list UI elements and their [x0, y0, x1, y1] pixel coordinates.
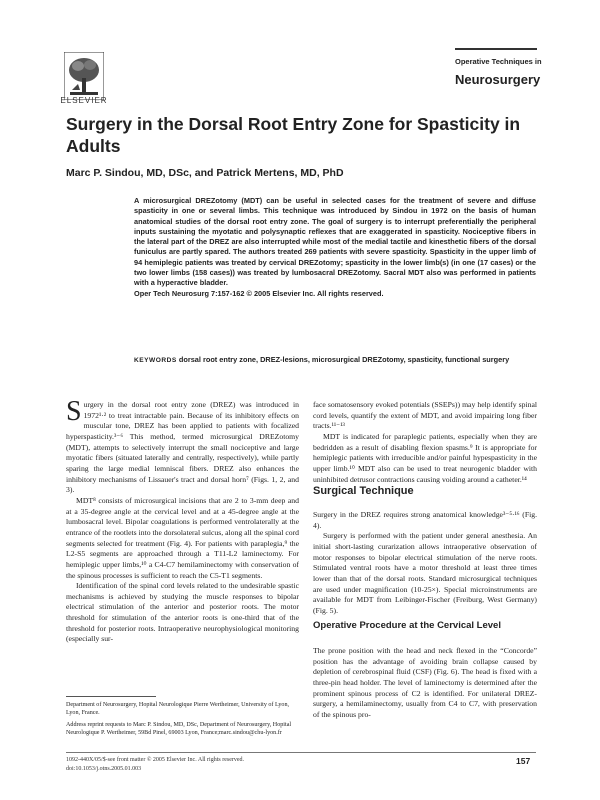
page-number: 157 — [516, 756, 531, 766]
right-column-middle — [313, 510, 537, 617]
abstract-citation: Oper Tech Neurosurg 7:157-162 © 2005 Elsevier Inc. All rights reserved. — [134, 288, 384, 298]
paragraph: Surgery in the DREZ requires strong anatomical knowledge³⁻⁵·¹⁶ (Fig. 4). — [313, 510, 537, 530]
paragraph: Surgery is performed with the patient under general anesthesia. An initial short-lasting curarization allows intraoperative observation of motor responses to bipolar electrical stimulation of the nerve roots. Stimulated ventral roots have a motor threshold at least three times lower than that of the dorsal roots. Standard microsurgical techniques are used under magnification (10-25×). Special microinstruments are available for MDT from Leibinger-Fischer (Freiburg, West Germany) (Fig. 5). — [313, 531, 537, 615]
paragraph: face somatosensory evoked potentials (SSEPs)) may help identify spinal cord levels, quantify the extent of MDT, and avoid impairing long fiber tracts.¹¹⁻¹³ — [313, 400, 537, 431]
paragraph: MDT is indicated for paraplegic patients, especially when they are bedridden as a result of disabling flexion spasms.⁹ It is appropriate for hemiplegic patients with irreducible and/or painful hypespasticity in the upper limb.¹⁰ MDT also can be used to treat neurogenic bladder with uninhibited detrusor contractions causing voiding around a catheter.¹⁴ — [313, 431, 537, 484]
header-rule — [455, 48, 537, 50]
paragraph-text: urgery in the dorsal root entry zone (DREZ) was introduced in 1972¹·² to treat intractable pain. Because of its inhibitory effects on muscular tone, DREZ has been applied to patients with focalized hyperspasticity.³⁻⁶ This method, termed microsurgical DREZotomy (MDT), attempts to selectively interrupt the small nociceptive and large myotatic fibers (situated laterally and centrally, respectively), while partly sparing the large medial lemniscal fibers. DREZ also enhances the inhibitory mechanisms of Lissauer's tract and dorsal horn⁷ (Figs. 1, 2, and 3). — [66, 400, 299, 495]
affiliation-note: Department of Neurosurgery, Hopital Neurologique Pierre Wertheimer, University of Lyon, Lyon, France. — [66, 702, 290, 717]
journal-title: Neurosurgery — [455, 72, 541, 87]
article-authors: Marc P. Sindou, MD, DSc, and Patrick Mertens, MD, PhD — [66, 167, 344, 179]
keywords — [134, 355, 536, 366]
footer-rule — [66, 752, 536, 753]
footnote-rule — [66, 696, 156, 697]
article-title: Surgery in the Dorsal Root Entry Zone for Spasticity in Adults — [66, 114, 521, 156]
right-column-top — [313, 400, 537, 485]
footer-info — [66, 756, 244, 773]
paragraph: MDT⁸ consists of microsurgical incisions that are 2 to 3-mm deep and at a 35-degree angle at the cervical level and at a 45-degree angle at the lumbosacral level. Bipolar coagulations is performed ventrolaterally at the entrance of the rootlets into the dorsolateral sulcus, along all the spinal cord segments selected for treatment (Fig. 4). For patients with paraplegia,⁹ the L2-S5 segments are approached through a T11-L2 laminectomy. For hemiplegic upper limbs,¹⁰ a C4-C7 hemilaminectomy with conservation of the spinous processes is sufficient to reach the C5-T1 segments. — [66, 495, 299, 580]
doi-line: doi:10.1053/j.otns.2005.01.003 — [66, 765, 142, 772]
paragraph — [66, 396, 299, 496]
journal-subtitle: Operative Techniques in — [455, 57, 542, 66]
publisher-name: ELSEVIER — [60, 96, 108, 105]
abstract — [134, 196, 536, 299]
elsevier-tree-logo — [64, 52, 104, 100]
reprint-note: Address reprint requests to Marc P. Sindou, MD, DSc, Department of Neurosurgery, Hopital Neurologique P. Wertheimer, 59Bd Pinel, 69003 Lyon, France;marc.sindou@chu-lyon.fr — [66, 721, 292, 736]
abstract-text: A microsurgical DREZotomy (MDT) can be useful in selected cases for the treatment of severe and diffuse spasticity in one or several limbs. This technique was introduced by Sindou in 1972 on the basis of human anatomical studies of the dorsal root entry zone. The goal of surgery is to interrupt preferentially the peripheral inputs sustaining the myotatic and polysynaptic reflexes that are exaggerated in spasticity. Nociceptive fibers in the lateral part of the DREZ are also interrupted while most of the medial tactile and kinesthetic fibers of the dorsal funiculus are partly spared. The authors treated 269 patients with severe spasticity. Spasticity in the upper limb of 94 hemiplegic patients was treated by cervical DREZotomy; spasticity in the lower limb(s) (in one (17 cases) or the two lower limbs (158 cases)) was treated by lumbosacral DREZotomy. Sacral MDT also was performed in patients with a hyperactive bladder. — [134, 196, 536, 288]
footnotes — [66, 701, 299, 740]
keywords-label: KEYWORDS — [134, 357, 177, 364]
paragraph: Identification of the spinal cord levels related to the undesirable spastic mechanisms is achieved by studying the muscle responses to bipolar electrical stimulation of the anterior and posterior roots. The motor threshold for stimulation of the anterior roots is one-third that of the threshold for posterior roots. Intraoperative neurophysiological monitoring (especially sur- — [66, 581, 299, 644]
right-column-bottom — [313, 646, 537, 721]
left-column — [66, 396, 299, 645]
section-heading: Surgical Technique — [313, 485, 414, 497]
keywords-list: dorsal root entry zone, DREZ-lesions, microsurgical DREZotomy, spasticity, functional surgery — [178, 355, 510, 364]
drop-cap: S — [66, 396, 82, 427]
paragraph: The prone position with the head and neck flexed in the “Concorde” position has the advantage of avoiding brain collapse caused by depletion of cerebrospinal fluid (CSF) (Fig. 6). The head is fixed with a three-pin head holder. The level of laminectomy is determined after the prominent spinous process of C2 is identified. For unilateral DREZ-surgery, a hemilaminectomy, usually from C4 to C7, with preservation of the spinous pro- — [313, 646, 537, 719]
subsection-heading: Operative Procedure at the Cervical Level — [313, 620, 501, 631]
issn-line: 1092-440X/05/$-see front matter © 2005 Elsevier Inc. All rights reserved. — [66, 757, 245, 763]
